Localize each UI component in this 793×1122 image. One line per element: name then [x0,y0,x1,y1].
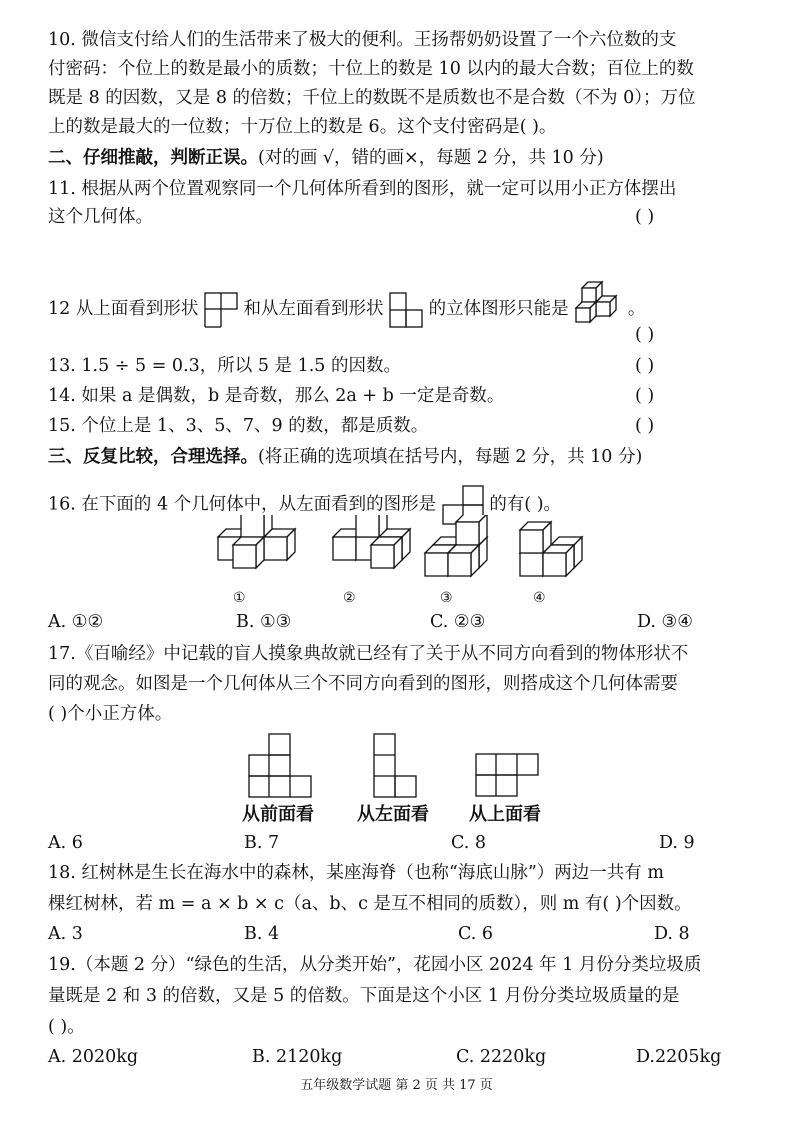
figure-label: ② [343,590,356,606]
q18-line: 棵红树林，若 m = a × b × c（a、b、c 是互不相同的质数），则 m 有( )个因数。 [48,894,692,914]
option-a[interactable]: A. 6 [48,833,83,853]
option-c[interactable]: C. 2220kg [456,1047,547,1067]
q13-line: 13. 1.5 ÷ 5 = 0.3，所以 5 是 1.5 的因数。 [48,356,401,376]
option-b[interactable]: B. 4 [244,924,280,944]
q15-line: 15. 个位上是 1、3、5、7、9 的数，都是质数。 [48,416,429,436]
answer-blank[interactable]: ( ) [635,386,655,406]
section-title: 二、仔细推敲，判断正误。 [48,148,258,168]
option-b[interactable]: B. 7 [244,833,280,853]
q19-line: ( )。 [48,1017,85,1037]
answer-blank[interactable]: ( ) [635,207,655,227]
option-a[interactable]: A. 3 [48,924,83,944]
q10-line: 10. 微信支付给人们的生活带来了极大的便利。王扬帮奶奶设置了一个六位数的支 [48,30,677,50]
cube [233,537,264,568]
q17-line: ( )个小正方体。 [48,704,173,724]
view-caption: 从上面看 [469,804,541,825]
q17-line: 同的观念。如图是一个几何体从三个不同方向看到的图形，则搭成这个几何体需要 [48,674,678,694]
section-note: (对的画 √，错的画×，每题 2 分，共 10 分) [258,148,604,168]
top-view-shape [204,292,238,328]
section2-heading [48,146,604,170]
cube [241,515,272,537]
q17-line: 17.《百喻经》中记载的盲人摸象典故就已经有了关于从不同方向看到的物体形状不 [48,644,689,664]
q19-line: 19.（本题 2 分）“绿色的生活，从分类开始”，花园小区 2024 年 1 月份分类垃圾质 [48,955,702,975]
option-a[interactable]: A. ①② [48,612,104,632]
q16-text: 16. 在下面的 4 个几何体中，从左面看到的图形是 [48,494,437,515]
option-a[interactable]: A. 2020kg [48,1047,139,1067]
section3-heading [48,445,642,469]
q12-text: 。 [627,299,646,319]
left-view-shape [389,292,423,328]
answer-blank[interactable]: ( ) [635,325,655,345]
section-title: 三、反复比较，合理选择。 [48,447,258,467]
q18-line: 18. 红树林是生长在海水中的森林，某座海脊（也称“海底山脉”）两边一共有 m [48,863,664,883]
q12-text: 12 从上面看到形状 [48,299,199,319]
q11-line: 11. 根据从两个位置观察同一个几何体所看到的图形，就一定可以用小正方体摆出 [48,179,677,199]
figure-label: ④ [533,590,546,606]
q16-figures [200,515,600,590]
q10-line: 付密码：个位上的数是最小的质数；十位上的数是 10 以内的最大合数；百位上的数 [48,59,694,79]
view-caption: 从前面看 [242,804,314,825]
q12-line [48,280,645,328]
q14-line: 14. 如果 a 是偶数，b 是奇数，那么 2a + b 一定是奇数。 [48,386,505,406]
figure-label: ① [233,590,246,606]
q16-text: 的有( )。 [489,494,562,515]
cube [456,515,487,545]
q11-line: 这个几何体。 [48,207,153,227]
cube [543,545,574,576]
section-note: (将正确的选项填在括号内，每题 2 分，共 10 分) [258,447,643,467]
option-c[interactable]: C. 6 [458,924,494,944]
answer-blank[interactable]: ( ) [635,356,655,376]
option-d[interactable]: D. 9 [659,833,695,853]
cube [356,515,387,537]
view-caption: 从左面看 [357,804,429,825]
option-c[interactable]: C. ②③ [430,612,486,632]
left-view-grid [373,733,419,799]
q12-text: 和从左面看到形状 [243,299,384,319]
option-d[interactable]: D.2205kg [636,1047,722,1067]
figure-label: ③ [440,590,453,606]
q10-line: 上的数是最大的一位数；十万位上的数是 6。这个支付密码是( )。 [48,117,557,137]
option-b[interactable]: B. ①③ [236,612,292,632]
option-b[interactable]: B. 2120kg [252,1047,343,1067]
option-d[interactable]: D. 8 [654,924,690,944]
answer-blank[interactable]: ( ) [635,416,655,436]
cube [448,545,479,576]
cube [264,529,295,560]
solid-figure [574,280,622,328]
cube [520,522,551,553]
front-view-grid [248,733,314,799]
q10-line: 既是 8 的因数，又是 8 的倍数；千位上的数既不是质数也不是合数（不为 0）；万位 [48,88,696,108]
top-view-grid [475,753,541,799]
q19-line: 量既是 2 和 3 的倍数，又是 5 的倍数。下面是这个小区 1 月份分类垃圾质量的是 [48,986,680,1006]
option-d[interactable]: D. ③④ [637,612,693,632]
cube [576,302,596,322]
q12-text: 的立体图形只能是 [428,299,569,319]
cube [582,282,602,302]
page-footer: 五年级数学试题 第 2 页 共 17 页 [300,1078,493,1093]
option-c[interactable]: C. 8 [451,833,487,853]
cube [371,537,402,568]
